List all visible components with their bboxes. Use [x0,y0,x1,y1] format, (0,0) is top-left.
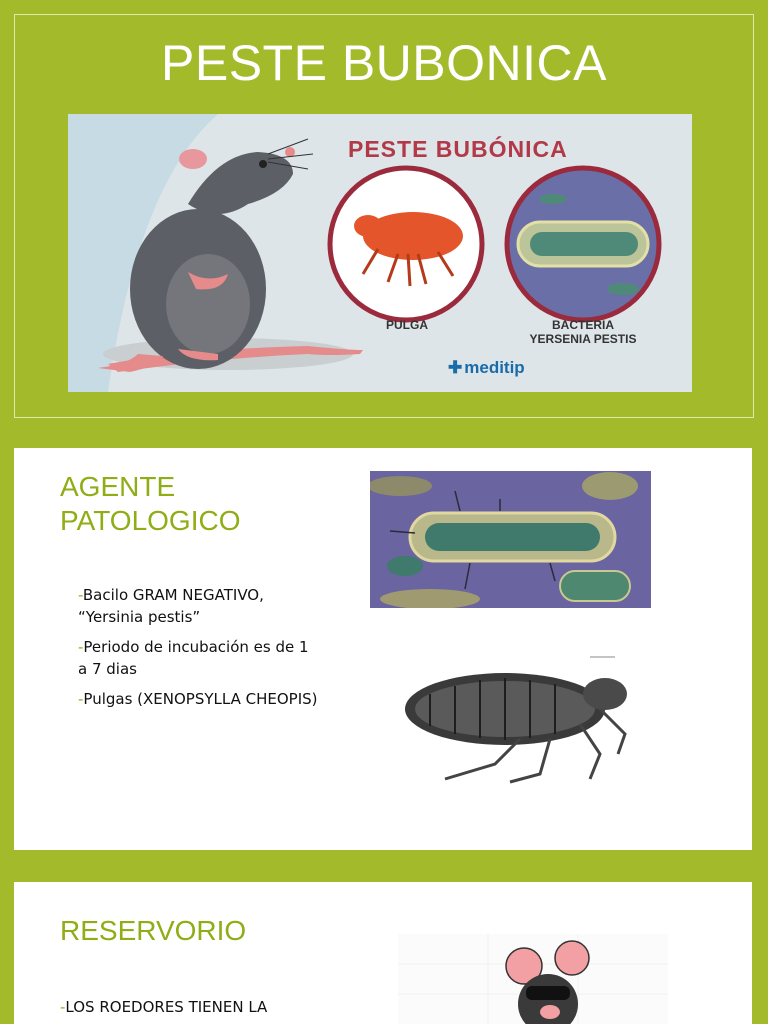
bullet-item: -LOS ROEDORES TIENEN LA [60,998,268,1016]
section-heading [60,470,240,538]
bullet-item: -Pulgas (XENOPSYLLA CHEOPIS) [78,690,318,708]
caption-bacteria-line2: YERSENIA PESTIS [529,332,637,346]
cartoon-rat-image [398,934,668,1024]
slide-title [0,0,768,432]
slide-card [14,882,752,1024]
plague-banner-image [68,114,692,392]
heading-line2: PATOLOGICO [60,505,241,536]
flea-engraving [400,654,640,794]
banner-title: PESTE BUBÓNICA [348,136,568,162]
meditip-logo [448,358,525,378]
bullet-item: -Bacilo GRAM NEGATIVO, “Yersinia pestis” [78,586,264,626]
bacteria-circle-icon [507,168,659,320]
bacteria-photo [370,471,651,608]
heading-line1: AGENTE [60,471,176,502]
caption-bacteria-line1: BACTERIA [552,318,614,332]
slide-agente-patologico [0,432,768,866]
slide-card [14,448,752,850]
slide-reservorio [0,866,768,1024]
bullet-item: -Periodo de incubación es de 1 a 7 dias [78,638,309,678]
caption-bacteria [508,318,658,346]
logo-text: meditip [464,358,525,377]
caption-flea: PULGA [386,318,428,332]
flea-circle-icon [330,168,482,320]
slide-title-text: PESTE BUBONICA [161,35,607,91]
bullet-list [60,996,360,1026]
section-heading: RESERVORIO [60,915,247,946]
bullet-list [78,584,318,718]
plus-logo-icon: ✚ [448,358,463,377]
